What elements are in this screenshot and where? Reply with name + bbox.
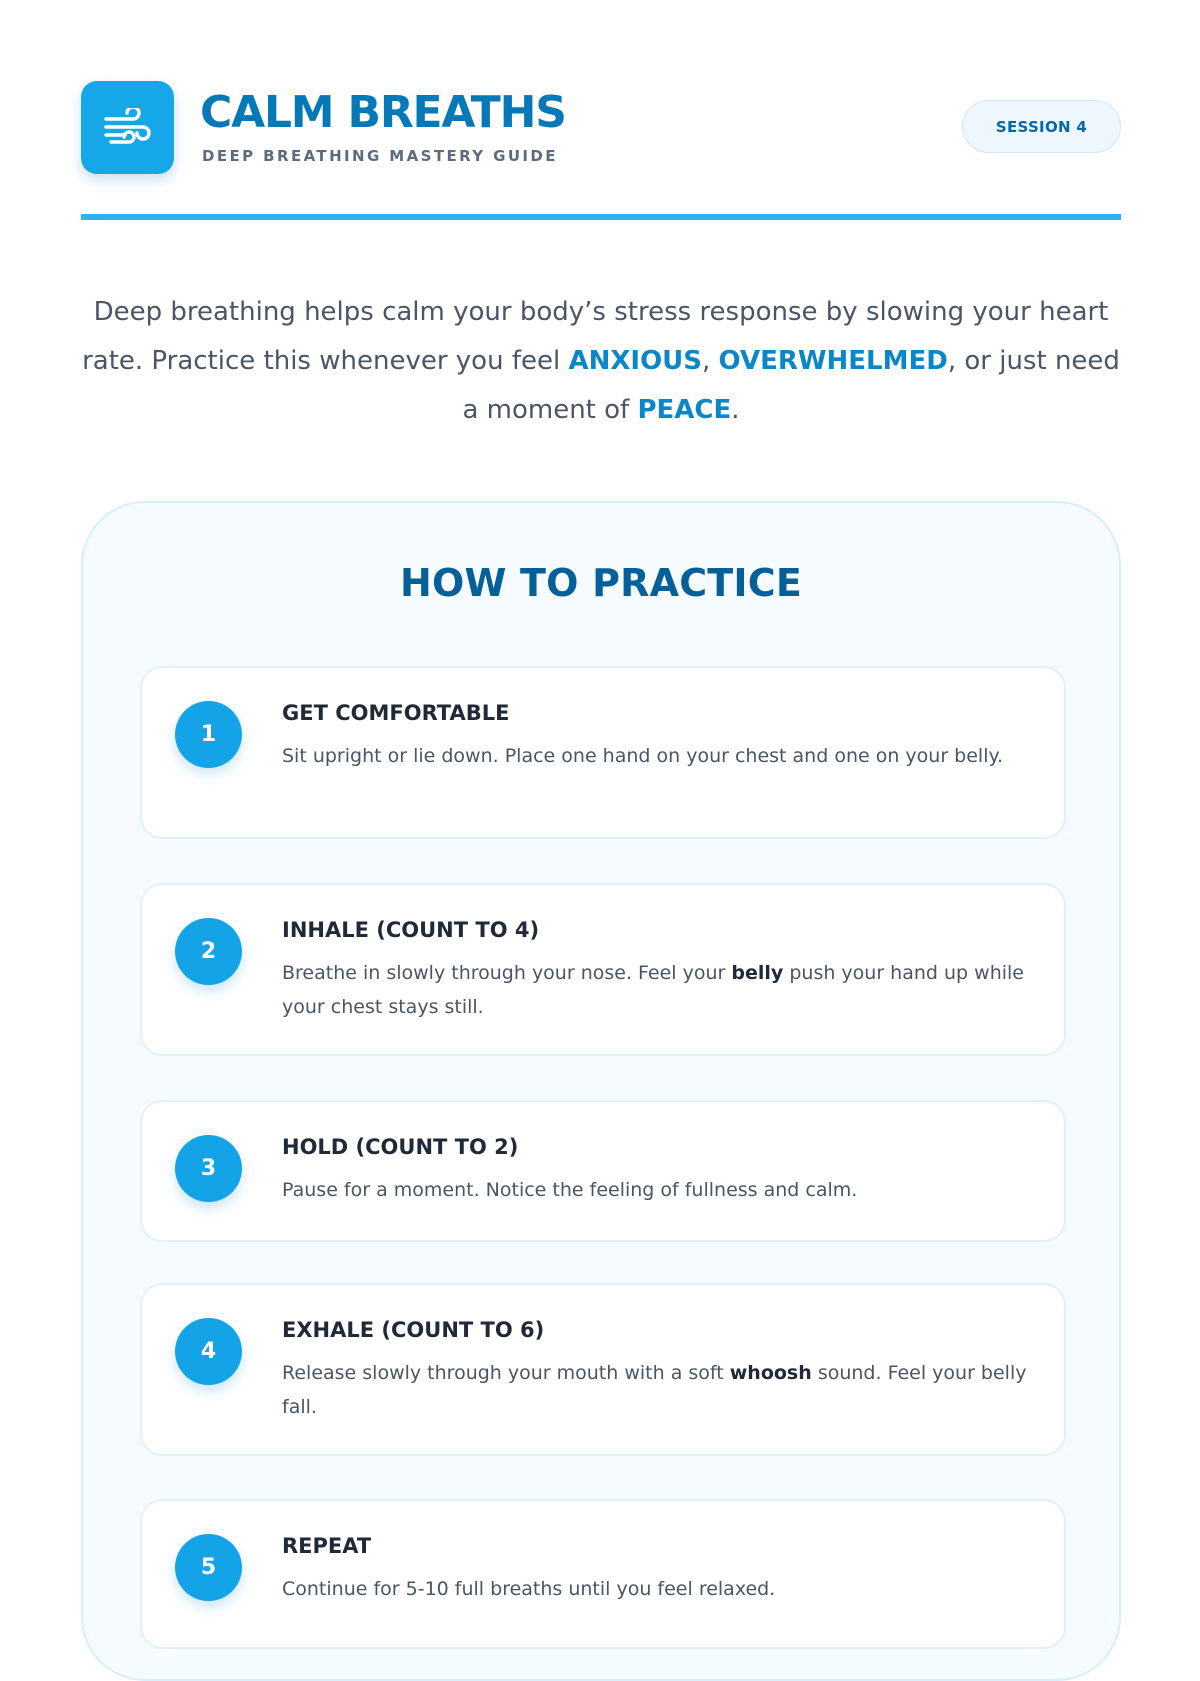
app-header xyxy=(81,81,1121,175)
practice-panel xyxy=(81,501,1121,1681)
intro-paragraph xyxy=(81,288,1121,435)
session-badge[interactable]: SESSION 4 xyxy=(962,100,1121,153)
step-number-badge: 1 xyxy=(175,701,242,768)
keyword-anxious: ANXIOUS xyxy=(568,346,703,376)
step-description-text: Pause for a moment. Notice the feeling of fullness and calm. xyxy=(282,1179,858,1201)
intro-text: . xyxy=(731,395,740,425)
step-title: EXHALE (COUNT TO 6) xyxy=(282,1318,545,1342)
step-description xyxy=(282,956,1032,1024)
step-description-text: sound. Feel your belly fall. xyxy=(282,1362,1027,1418)
step-title: REPEAT xyxy=(282,1534,372,1558)
step-description xyxy=(282,1572,1032,1606)
step-description xyxy=(282,739,1032,773)
step-number-badge: 2 xyxy=(175,918,242,985)
step-description-text: Release slowly through your mouth with a soft xyxy=(282,1362,730,1384)
step-number-badge: 5 xyxy=(175,1534,242,1601)
step-card-3 xyxy=(140,1100,1066,1242)
step-number-badge: 3 xyxy=(175,1135,242,1202)
step-description-text: Sit upright or lie down. Place one hand on your chest and one on your belly. xyxy=(282,745,1004,767)
step-description-text: Breathe in slowly through your nose. Feel your xyxy=(282,962,732,984)
step-title: HOLD (COUNT TO 2) xyxy=(282,1135,519,1159)
intro-text: , or just need a moment of xyxy=(462,346,1120,425)
header-divider xyxy=(81,214,1121,220)
intro-separator: , xyxy=(702,346,719,376)
step-description xyxy=(282,1356,1032,1424)
practice-title: HOW TO PRACTICE xyxy=(399,561,803,605)
step-description-text: Continue for 5-10 full breaths until you feel relaxed. xyxy=(282,1578,776,1600)
app-subtitle: DEEP BREATHING MASTERY GUIDE xyxy=(202,147,558,165)
keyword-overwhelmed: OVERWHELMED xyxy=(718,346,948,376)
step-title: GET COMFORTABLE xyxy=(282,701,510,725)
step-card-5 xyxy=(140,1499,1066,1649)
step-description xyxy=(282,1173,1032,1207)
step-description-emphasis: belly xyxy=(731,962,784,984)
step-title: INHALE (COUNT TO 4) xyxy=(282,918,540,942)
step-description-text: push your hand up while your chest stays still. xyxy=(282,962,1024,1018)
wind-icon xyxy=(103,108,153,148)
step-card-2 xyxy=(140,883,1066,1056)
intro-text: Deep breathing helps calm your body’s stress response by slowing your heart rate. Practice this whenever you feel xyxy=(82,297,1109,376)
step-number-badge: 4 xyxy=(175,1318,242,1385)
app-title: CALM BREATHS xyxy=(200,87,566,138)
step-card-1 xyxy=(140,666,1066,839)
step-description-emphasis: whoosh xyxy=(729,1362,812,1384)
step-card-4 xyxy=(140,1283,1066,1456)
keyword-peace: PEACE xyxy=(637,395,732,425)
app-logo xyxy=(81,81,174,174)
